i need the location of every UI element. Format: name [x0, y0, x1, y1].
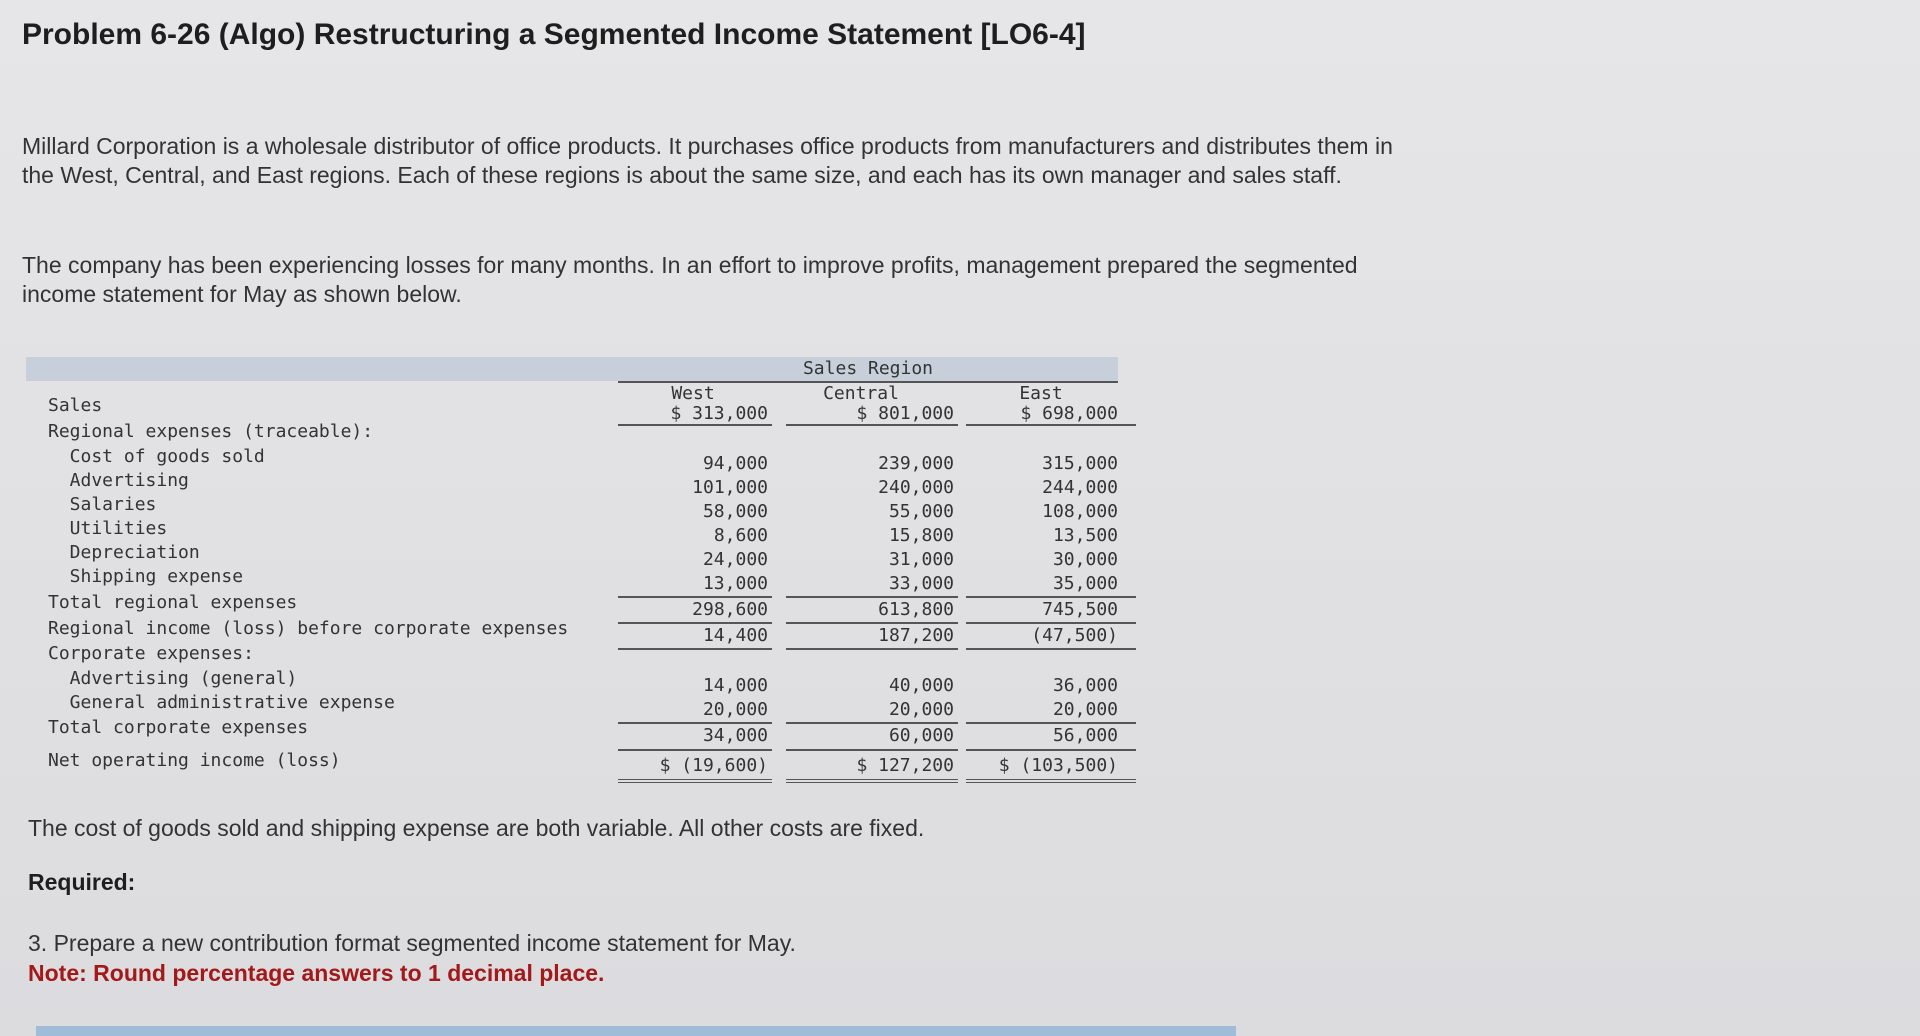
row-label-general-admin: General administrative expense	[48, 692, 395, 713]
cell-total-regional-central: 613,800	[878, 599, 954, 620]
required-label: Required:	[28, 869, 136, 895]
cell-salaries-west: 58,000	[702, 501, 768, 522]
column-header-west: West	[671, 383, 715, 404]
rule	[786, 424, 958, 426]
cell-adv-general-east: 36,000	[1052, 675, 1118, 696]
cell-advertising-central: 240,000	[878, 477, 954, 498]
cell-cogs-west: 94,000	[702, 453, 768, 474]
cell-total-regional-west: 298,600	[692, 599, 768, 620]
cell-adv-general-west: 14,000	[702, 675, 768, 696]
cell-net-income-central: $ 127,200	[856, 755, 954, 776]
cell-salaries-central: 55,000	[888, 501, 954, 522]
cell-total-corporate-central: 60,000	[888, 725, 954, 746]
cell-utilities-east: 13,500	[1052, 525, 1118, 546]
context-paragraph: The company has been experiencing losses for many months. In an effort to improve profits, management prepared the segmented income statement for May as shown below.	[22, 252, 1358, 307]
sales-region-header: Sales Region	[618, 357, 1118, 383]
row-label-shipping: Shipping expense	[48, 566, 244, 587]
cell-total-corporate-east: 56,000	[1052, 725, 1118, 746]
cell-general-admin-west: 20,000	[702, 699, 768, 720]
cell-shipping-central: 33,000	[888, 573, 954, 594]
row-label-advertising-general: Advertising (general)	[48, 668, 298, 689]
cell-depreciation-central: 31,000	[888, 549, 954, 570]
row-label-regional-income: Regional income (loss) before corporate expenses	[48, 618, 569, 639]
rule	[966, 648, 1136, 650]
column-header-east: East	[1019, 383, 1063, 404]
rule	[786, 749, 958, 751]
row-label-total-corporate: Total corporate expenses	[48, 717, 309, 738]
cell-general-admin-central: 20,000	[888, 699, 954, 720]
row-label-depreciation: Depreciation	[48, 542, 200, 563]
rule	[786, 648, 958, 650]
double-rule	[618, 779, 772, 783]
variable-cost-note: The cost of goods sold and shipping expense are both variable. All other costs are fixed.	[28, 815, 925, 841]
rule	[966, 749, 1136, 751]
rule	[966, 622, 1136, 624]
rule	[618, 596, 772, 598]
cell-total-regional-east: 745,500	[1042, 599, 1118, 620]
intro-paragraph: Millard Corporation is a wholesale distributor of office products. It purchases office products from manufacturers and distributes them in the West, Central, and East regions. Each of these regions is about the same size, and each has its own manager and sales staff.	[22, 133, 1393, 188]
row-label-corporate-expenses: Corporate expenses:	[48, 643, 254, 664]
cell-advertising-east: 244,000	[1042, 477, 1118, 498]
row-label-total-regional: Total regional expenses	[48, 592, 298, 613]
cell-adv-general-central: 40,000	[888, 675, 954, 696]
cell-regional-income-east: (47,500)	[1031, 625, 1118, 646]
requirement-text: 3. Prepare a new contribution format segmented income statement for May.	[28, 930, 796, 956]
cell-net-income-east: $ (103,500)	[998, 755, 1118, 776]
cell-salaries-east: 108,000	[1042, 501, 1118, 522]
rule	[618, 648, 772, 650]
row-label-utilities: Utilities	[48, 518, 168, 539]
cell-utilities-central: 15,800	[888, 525, 954, 546]
rule	[966, 596, 1136, 598]
column-header-central: Central	[823, 383, 899, 404]
rule	[786, 596, 958, 598]
rounding-note: Note: Round percentage answers to 1 decimal place.	[28, 960, 605, 986]
answer-panel-edge	[36, 1026, 1236, 1036]
rule	[618, 749, 772, 751]
cell-depreciation-east: 30,000	[1052, 549, 1118, 570]
cell-sales-east: $ 698,000	[1020, 403, 1118, 424]
rule	[618, 722, 772, 724]
rule	[786, 622, 958, 624]
cell-cogs-east: 315,000	[1042, 453, 1118, 474]
cell-regional-income-central: 187,200	[878, 625, 954, 646]
cell-net-income-west: $ (19,600)	[659, 755, 768, 776]
row-label-sales: Sales	[48, 395, 103, 416]
problem-title: Problem 6-26 (Algo) Restructuring a Segmented Income Statement [LO6-4]	[22, 18, 1086, 51]
cell-cogs-central: 239,000	[878, 453, 954, 474]
rule	[966, 424, 1136, 426]
rule	[618, 622, 772, 624]
cell-sales-central: $ 801,000	[856, 403, 954, 424]
cell-depreciation-west: 24,000	[702, 549, 768, 570]
cell-total-corporate-west: 34,000	[702, 725, 768, 746]
cell-advertising-west: 101,000	[692, 477, 768, 498]
rule	[786, 722, 958, 724]
row-label-salaries: Salaries	[48, 494, 157, 515]
rule	[966, 722, 1136, 724]
cell-utilities-west: 8,600	[713, 525, 768, 546]
rule	[618, 424, 772, 426]
row-label-regional-expenses: Regional expenses (traceable):	[48, 421, 374, 442]
row-label-net-operating-income: Net operating income (loss)	[48, 750, 341, 771]
double-rule	[786, 779, 958, 783]
cell-sales-west: $ 313,000	[670, 403, 768, 424]
double-rule	[966, 779, 1136, 783]
cell-regional-income-west: 14,400	[702, 625, 768, 646]
cell-shipping-west: 13,000	[702, 573, 768, 594]
row-label-cogs: Cost of goods sold	[48, 446, 265, 467]
cell-general-admin-east: 20,000	[1052, 699, 1118, 720]
row-label-advertising: Advertising	[48, 470, 189, 491]
cell-shipping-east: 35,000	[1052, 573, 1118, 594]
